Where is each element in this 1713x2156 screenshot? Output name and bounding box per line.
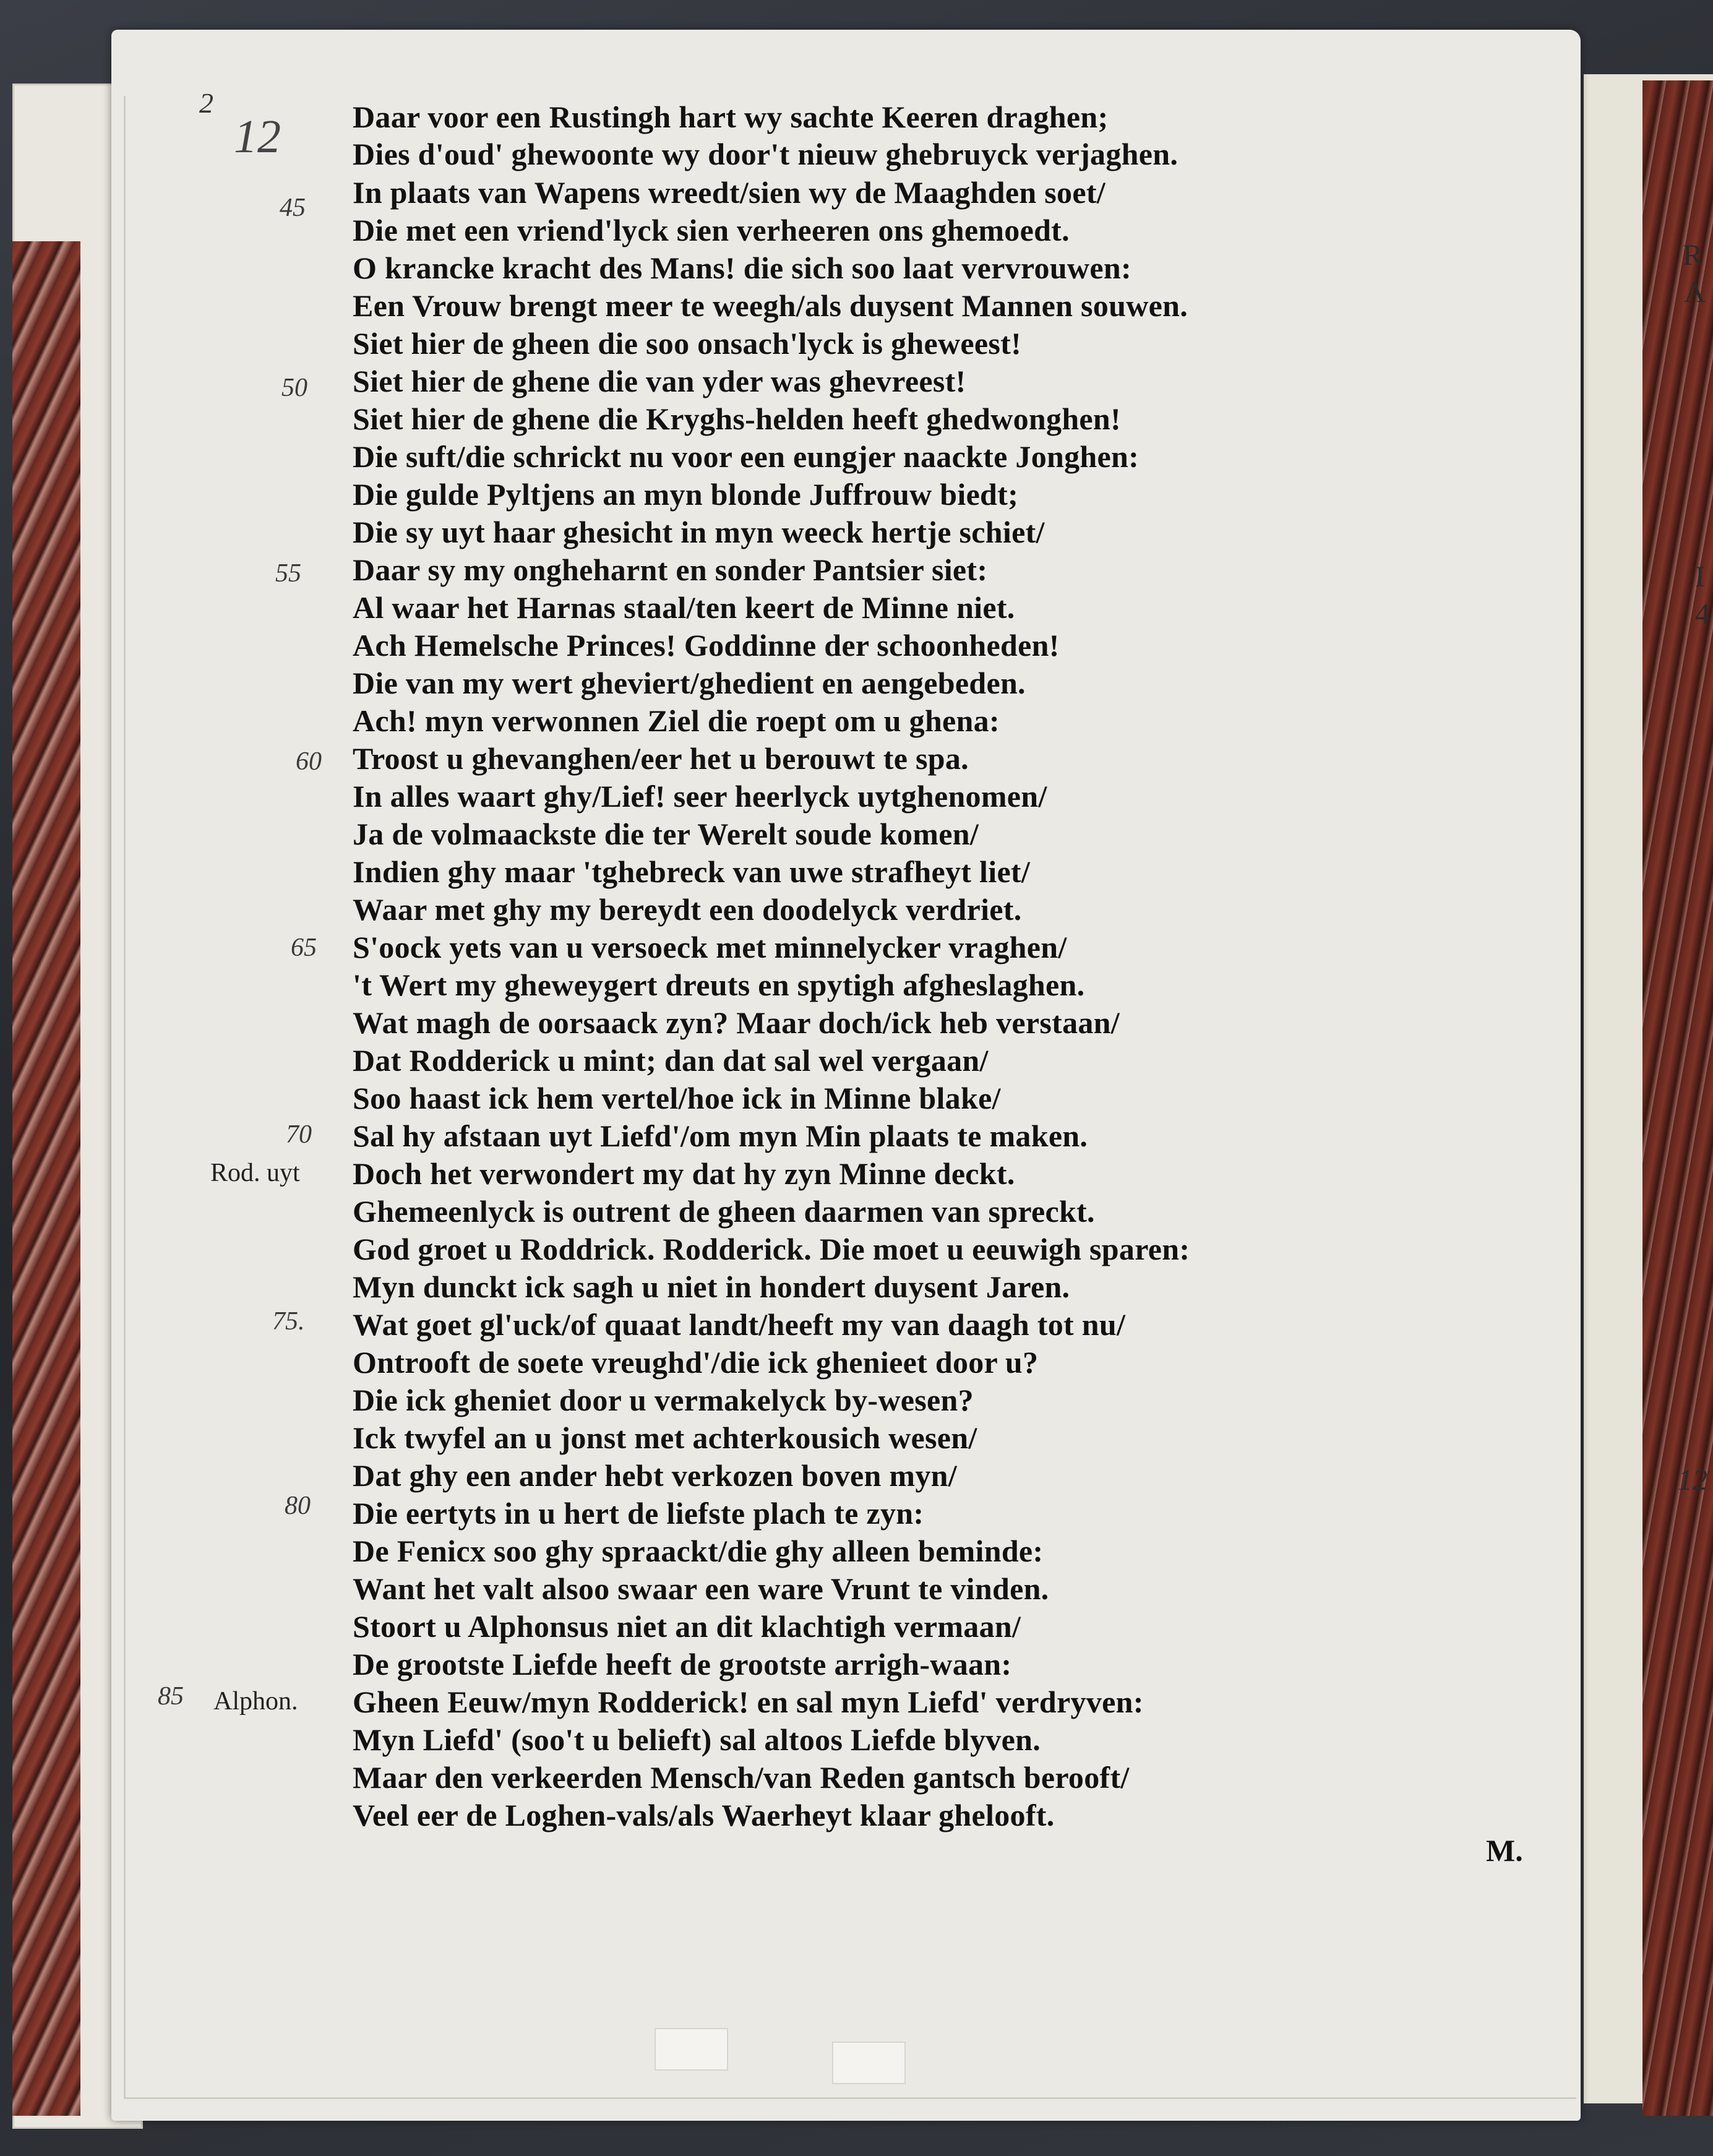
left-marbled-edge bbox=[12, 241, 80, 2116]
verse-line: In alles waart ghy/Lief! seer heerlyck uytghenomen/ bbox=[353, 779, 1047, 814]
right-margin-fragment: 12 bbox=[1678, 1464, 1707, 1497]
verse-line: Siet hier de ghene die Kryghs-helden heeft ghedwonghen! bbox=[353, 402, 1121, 436]
line-number: 65 bbox=[291, 934, 317, 962]
verse-line: S'oock yets van u versoeck met minnelycker vraghen/ bbox=[353, 930, 1067, 964]
verse-line: Siet hier de gheen die soo onsach'lyck is gheweest! bbox=[353, 326, 1022, 361]
right-margin-fragment: R bbox=[1683, 239, 1703, 272]
paper-tab bbox=[655, 2028, 728, 2071]
line-number: 45 bbox=[280, 194, 306, 222]
verse-line: Al waar het Harnas staal/ten keert de Minne niet. bbox=[353, 590, 1015, 625]
verse-line: Myn Liefd' (soo't u belieft) sal altoos Liefde blyven. bbox=[353, 1722, 1041, 1757]
verse-line: Troost u ghevanghen/eer het u berouwt te spa. bbox=[353, 741, 969, 776]
verse-line: Dat ghy een ander hebt verkozen boven myn/ bbox=[353, 1458, 957, 1493]
verse-line: Soo haast ick hem vertel/hoe ick in Minne blake/ bbox=[353, 1081, 1001, 1115]
corner-page-number: 2 bbox=[199, 87, 213, 119]
verse-line: Maar den verkeerden Mensch/van Reden gantsch berooft/ bbox=[353, 1760, 1130, 1795]
line-number: 75. bbox=[272, 1307, 305, 1336]
verse-line: Daar voor een Rustingh hart wy sachte Keeren draghen; bbox=[353, 100, 1109, 134]
verse-line: 't Wert my gheweygert dreuts en spytigh afgheslaghen. bbox=[353, 968, 1085, 1002]
verse-line: Die suft/die schrickt nu voor een eungjer naackte Jonghen: bbox=[353, 439, 1140, 474]
verse-line: In plaats van Wapens wreedt/sien wy de Maaghden soet/ bbox=[353, 175, 1106, 210]
right-margin-fragment: 4 bbox=[1695, 598, 1710, 630]
verse-line: Ach! myn verwonnen Ziel die roept om u ghena: bbox=[353, 703, 1000, 738]
verse-line: Indien ghy maar 'tghebreck van uwe strafheyt liet/ bbox=[353, 854, 1031, 889]
verse-line: Stoort u Alphonsus niet an dit klachtigh vermaan/ bbox=[353, 1609, 1021, 1644]
verse-line: Ja de volmaackste die ter Werelt soude komen/ bbox=[353, 817, 979, 851]
verse-line: Die van my wert gheviert/ghedient en aengebeden. bbox=[353, 666, 1026, 700]
speaker-label: Rod. uyt bbox=[210, 1159, 300, 1187]
verse-line: Veel eer de Loghen-vals/als Waerheyt klaar ghelooft. bbox=[353, 1798, 1055, 1832]
verse-line: Dat Rodderick u mint; dan dat sal wel vergaan/ bbox=[353, 1043, 989, 1078]
verse-line: Die met een vriend'lyck sien verheeren ons ghemoedt. bbox=[353, 213, 1070, 247]
right-margin-fragment: A bbox=[1684, 276, 1706, 309]
right-margin-fragment: I bbox=[1695, 560, 1705, 593]
verse-line: Die gulde Pyltjens an myn blonde Juffrouw biedt; bbox=[353, 477, 1019, 512]
line-number: 60 bbox=[296, 747, 322, 776]
line-number: 55 bbox=[275, 559, 301, 588]
verse-line: Gheen Eeuw/myn Rodderick! en sal myn Liefd' verdryven: bbox=[353, 1685, 1144, 1719]
catchword: M. bbox=[1486, 1833, 1523, 1868]
verse-line: Die sy uyt haar ghesicht in myn weeck hertje schiet/ bbox=[353, 515, 1045, 549]
line-number: 85 bbox=[158, 1682, 184, 1711]
verse-line: Ontrooft de soete vreughd'/die ick ghenieet door u? bbox=[353, 1345, 1039, 1380]
verse-line: Die eertyts in u hert de liefste plach te zyn: bbox=[353, 1496, 924, 1531]
right-marbled-cover bbox=[1642, 80, 1713, 2116]
verse-line: Die ick gheniet door u vermakelyck by-wesen? bbox=[353, 1383, 974, 1417]
verse-line: Myn dunckt ick sagh u niet in hondert duysent Jaren. bbox=[353, 1269, 1070, 1304]
verse-line: Wat magh de oorsaack zyn? Maar doch/ick heb verstaan/ bbox=[353, 1005, 1120, 1040]
verse-line: God groet u Roddrick. Rodderick. Die moet u eeuwigh sparen: bbox=[353, 1232, 1190, 1266]
verse-line: Ghemeenlyck is outrent de gheen daarmen van spreckt. bbox=[353, 1194, 1095, 1229]
verse-line: Siet hier de ghene die van yder was ghevreest! bbox=[353, 364, 966, 398]
paper-tab bbox=[832, 2042, 906, 2084]
verse-line: Een Vrouw brengt meer te weegh/als duysent Mannen souwen. bbox=[353, 288, 1188, 323]
verse-line: Daar sy my ongheharnt en sonder Pantsier siet: bbox=[353, 552, 988, 587]
leaf-number: 12 bbox=[234, 111, 281, 163]
verse-line: O krancke kracht des Mans! die sich soo laat vervrouwen: bbox=[353, 251, 1131, 285]
verse-line: Doch het verwondert my dat hy zyn Minne deckt. bbox=[353, 1156, 1015, 1191]
speaker-label: Alphon. bbox=[213, 1687, 298, 1716]
verse-line: Waar met ghy my bereydt een doodelyck verdriet. bbox=[353, 892, 1022, 927]
line-number: 50 bbox=[281, 374, 307, 402]
verse-line: De grootste Liefde heeft de grootste arrigh-waan: bbox=[353, 1647, 1012, 1681]
line-number: 70 bbox=[286, 1120, 312, 1149]
verse-line: Ick twyfel an u jonst met achterkousich wesen/ bbox=[353, 1420, 977, 1455]
verse-line: Want het valt alsoo swaar een ware Vrunt te vinden. bbox=[353, 1571, 1049, 1606]
line-number: 80 bbox=[285, 1492, 311, 1520]
verse-line: Dies d'oud' ghewoonte wy door't nieuw ghebruyck verjaghen. bbox=[353, 137, 1178, 171]
verse-line: De Fenicx soo ghy spraackt/die ghy alleen beminde: bbox=[353, 1534, 1044, 1568]
verse-line: Ach Hemelsche Princes! Goddinne der schoonheden! bbox=[353, 628, 1060, 663]
verse-line: Sal hy afstaan uyt Liefd'/om myn Min plaats te maken. bbox=[353, 1119, 1088, 1153]
verse-line: Wat goet gl'uck/of quaat landt/heeft my van daagh tot nu/ bbox=[353, 1307, 1126, 1342]
